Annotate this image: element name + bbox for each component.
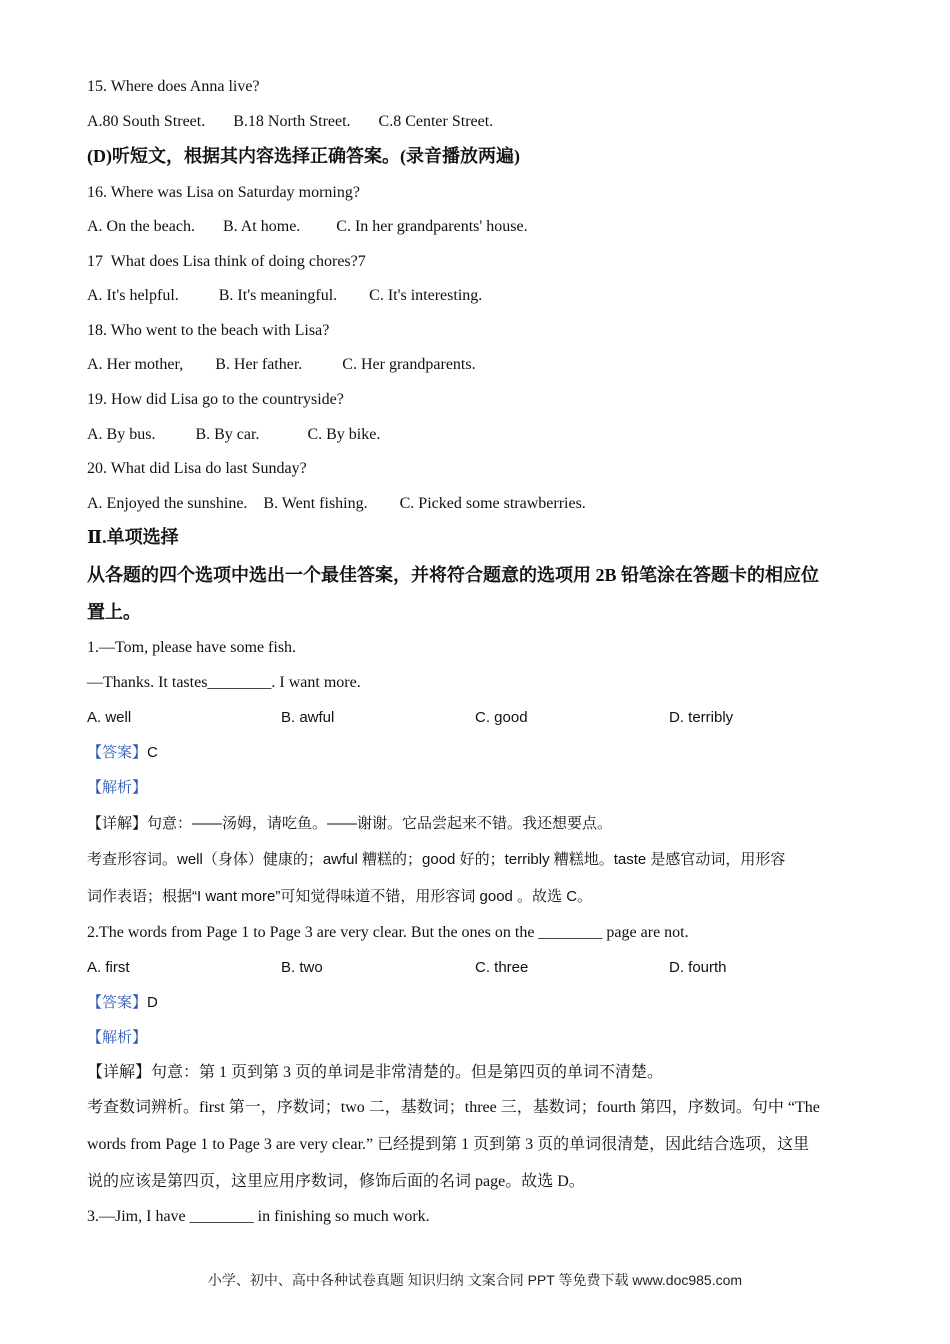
item-1-detail: 【详解】句意：——汤姆，请吃鱼。——谢谢。它品尝起来不错。我还想要点。 [87,815,613,832]
item-1-option-b: B. awful [281,709,335,726]
item-2-option-d: D. fourth [669,959,727,976]
item-1-option-d: D. terribly [669,709,734,726]
question-15: 15. Where does Anna live? [87,78,260,95]
section-2-instructions-line2: 置上。 [87,602,141,622]
item-1-question-line2: —Thanks. It tastes________. I want more. [87,674,361,691]
question-18-options: A. Her mother, B. Her father. C. Her grandparents. [87,356,476,373]
answer-label: 【答案】 [87,744,148,761]
question-17: 17 What does Lisa think of doing chores?7 [87,253,366,270]
question-19: 19. How did Lisa go to the countryside? [87,391,344,408]
item-2-option-b: B. two [281,959,323,976]
question-20-options: A. Enjoyed the sunshine. B. Went fishing. C. Picked some strawberries. [87,495,586,512]
item-2-answer [87,993,158,1013]
item-3-question: 3.—Jim, I have ________ in finishing so much work. [87,1208,430,1225]
section-d-heading: (D)听短文，根据其内容选择正确答案。(录音播放两遍) [87,146,520,166]
item-2-detail: 【详解】句意：第 1 页到第 3 页的单词是非常清楚的。但是第四页的单词不清楚。 [87,1064,664,1081]
question-16-options: A. On the beach. B. At home. C. In her grandparents' house. [87,218,528,235]
section-2-title: Ⅱ.单项选择 [87,527,179,547]
answer-value: C [147,744,158,761]
item-1-option-c: C. good [475,709,528,726]
question-17-options: A. It's helpful. B. It's meaningful. C. It's interesting. [87,287,483,304]
item-2-option-a: A. first [87,959,130,976]
question-20: 20. What did Lisa do last Sunday? [87,460,307,477]
item-2-explanation-line1: 考查数词辨析。first 第一，序数词；two 二，基数词；three 三，基数词；fourth 第四，序数词。句中 “The [87,1099,820,1116]
question-19-options: A. By bus. B. By car. C. By bike. [87,426,381,443]
answer-value: D [147,994,158,1011]
item-1-explanation-line1: 考查形容词。well（身体）健康的；awful 糟糕的；good 好的；terribly 糟糕地。taste 是感官动词，用形容 [87,851,786,868]
item-1-analysis-label: 【解析】 [87,779,148,796]
page-footer: 小学、初中、高中各种试卷真题 知识归纳 文案合同 PPT 等免费下载 www.doc985.com [207,1272,743,1288]
item-2-explanation-line2: words from Page 1 to Page 3 are very clear.” 已经提到第 1 页到第 3 页的单词很清楚，因此结合选项，这里 [87,1136,810,1153]
item-2-analysis-label: 【解析】 [87,1029,148,1046]
item-1-explanation-line2: 词作表语；根据“I want more”可知觉得味道不错，用形容词 good 。故选 C。 [87,888,593,905]
item-2-question: 2.The words from Page 1 to Page 3 are very clear. But the ones on the ________ page are not. [87,924,689,941]
answer-label: 【答案】 [87,994,148,1011]
item-2-explanation-line3: 说的应该是第四页，这里应用序数词，修饰后面的名词 page。故选 D。 [87,1173,585,1190]
question-15-options: A.80 South Street. B.18 North Street. C.8 Center Street. [87,113,494,130]
section-2-instructions-line1: 从各题的四个选项中选出一个最佳答案，并将符合题意的选项用 2B 铅笔涂在答题卡的相应位 [87,565,820,585]
item-1-answer [87,743,158,763]
question-16: 16. Where was Lisa on Saturday morning? [87,184,360,201]
question-18: 18. Who went to the beach with Lisa? [87,322,330,339]
item-1-question: 1.—Tom, please have some fish. [87,639,297,656]
item-1-option-a: A. well [87,709,132,726]
item-2-option-c: C. three [475,959,529,976]
